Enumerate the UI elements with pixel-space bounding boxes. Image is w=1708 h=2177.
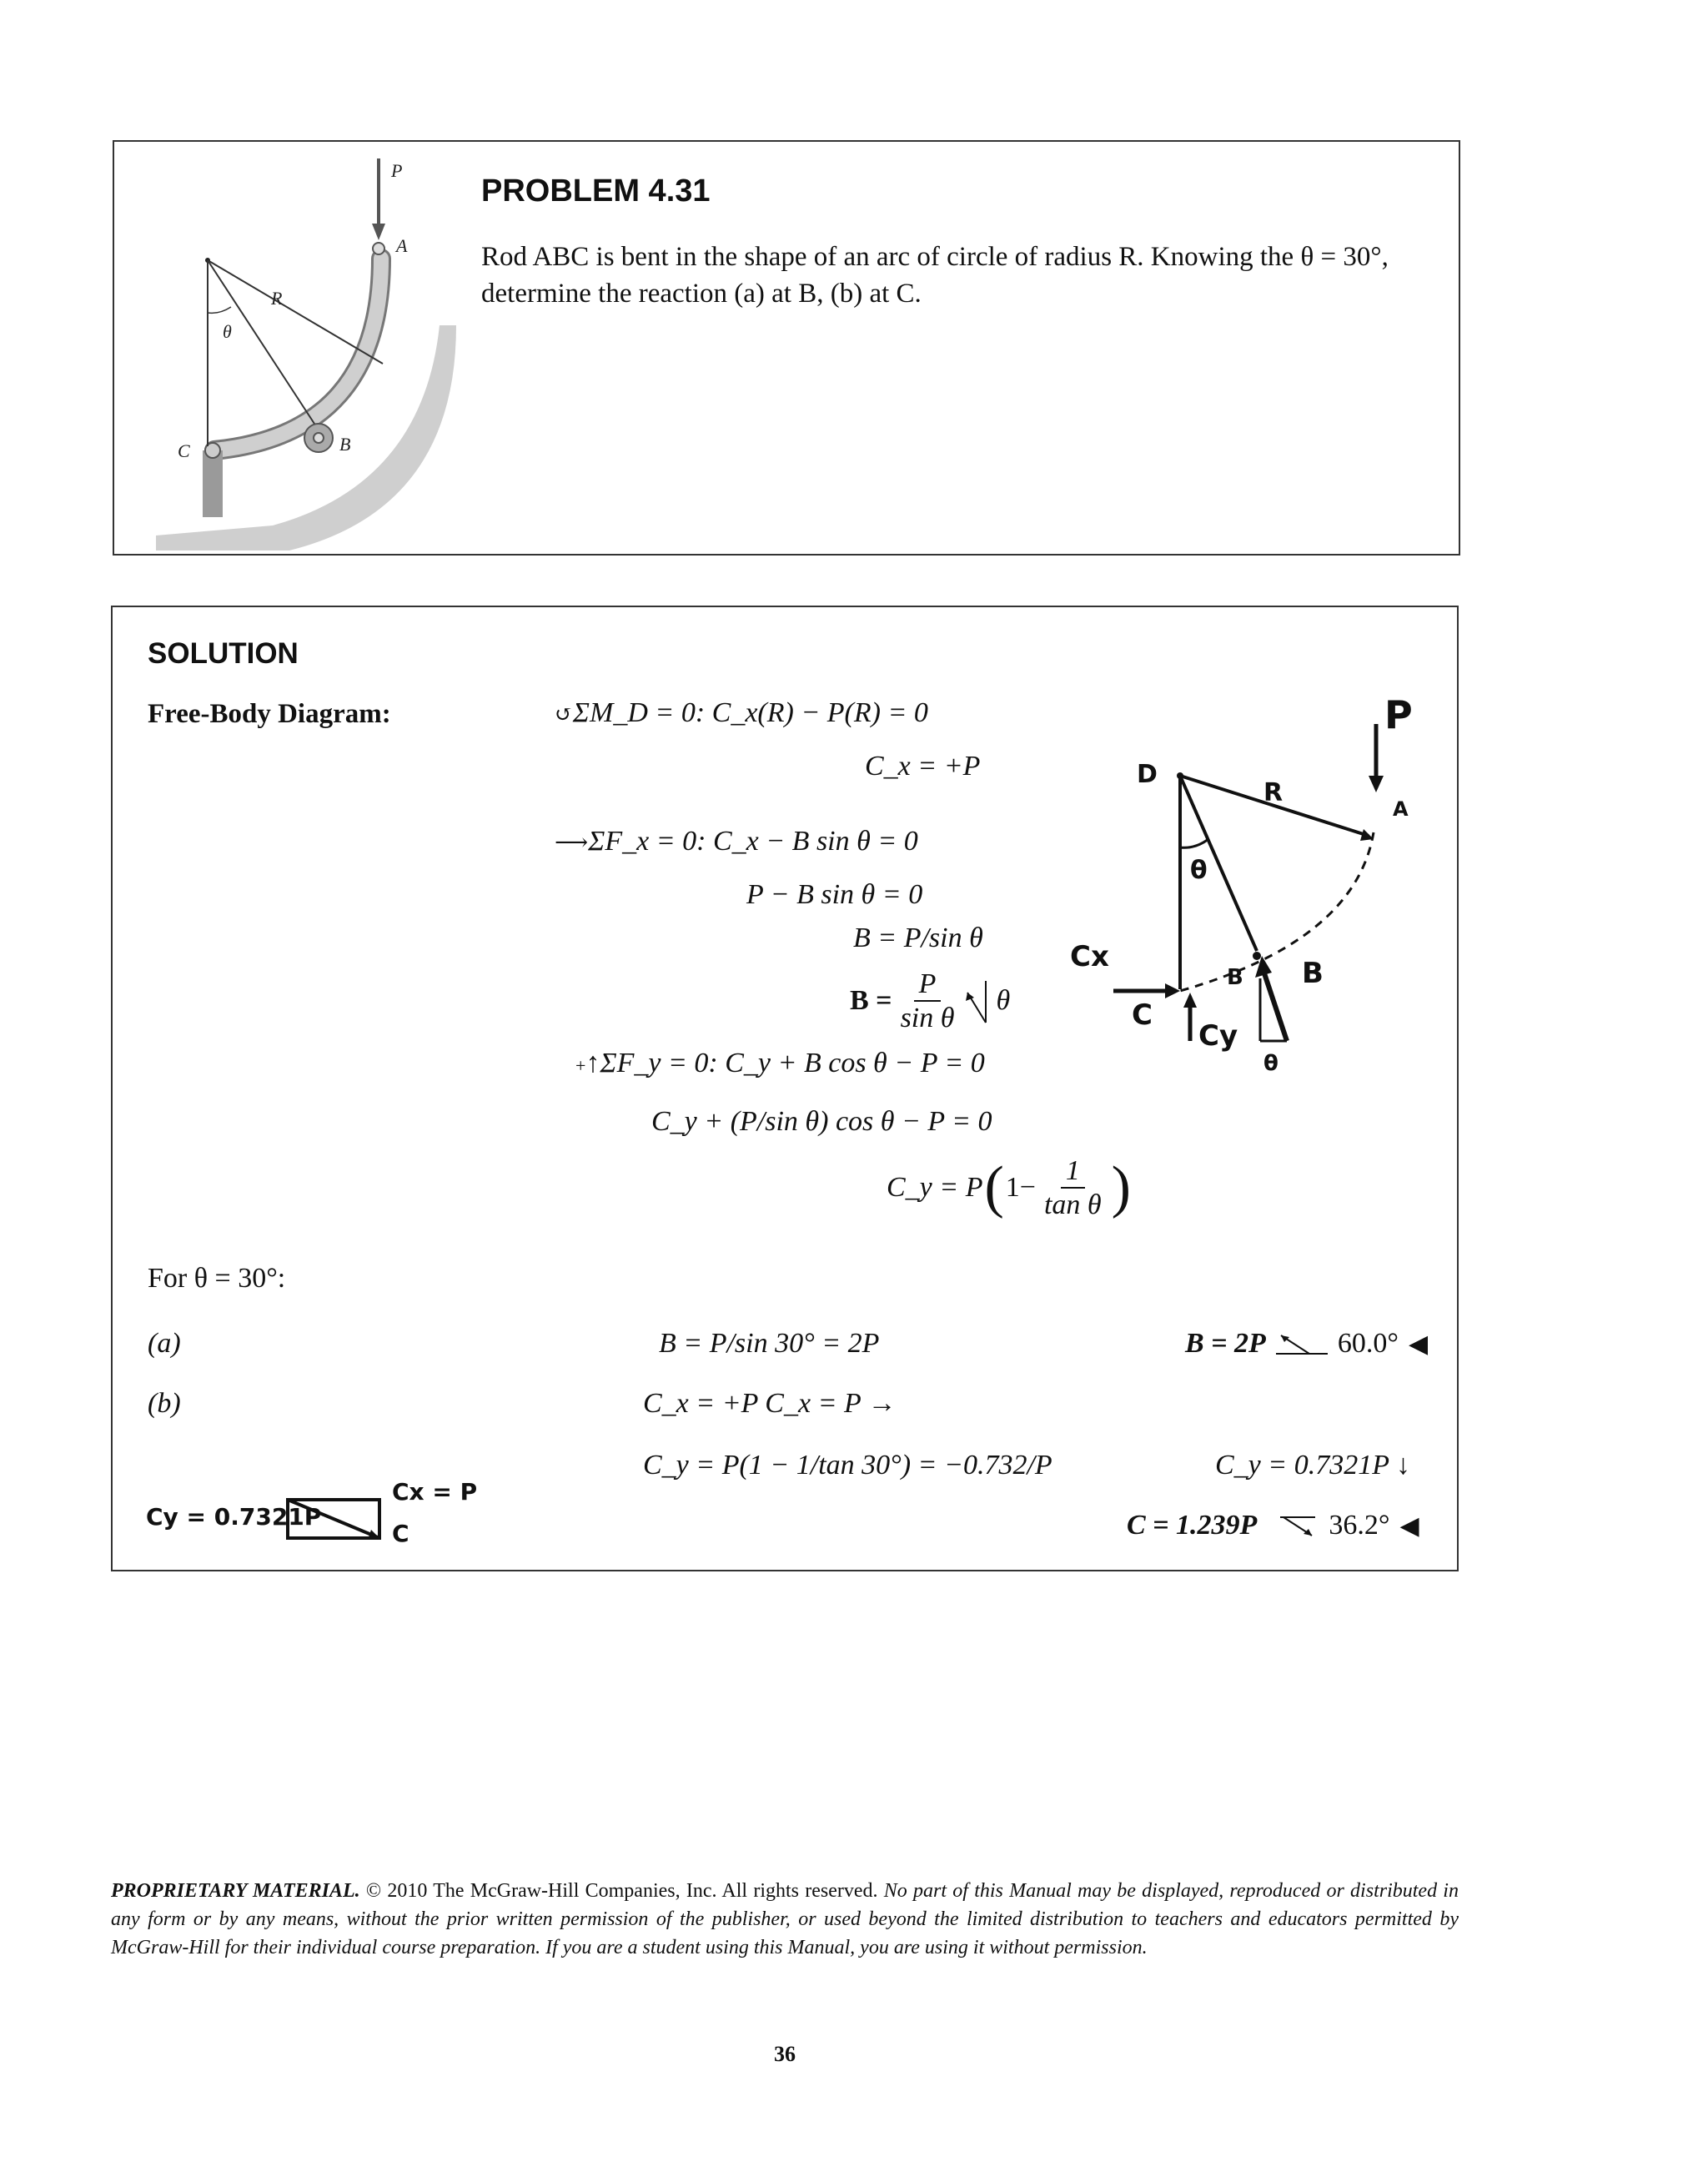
- fig-label-a: A: [396, 235, 408, 256]
- problem-box: [113, 140, 1460, 556]
- footer-bold: PROPRIETARY MATERIAL.: [111, 1880, 360, 1902]
- support-c: [203, 450, 223, 517]
- part-a-answer: B = 2P 60.0° ◀: [1185, 1328, 1429, 1359]
- fig-label-p: P: [391, 160, 403, 181]
- part-a-label: (a): [148, 1328, 181, 1359]
- sketch-label-cy: Cy = 0.7321P: [146, 1503, 322, 1531]
- eq-b-result: B = P/sin θ: [853, 923, 983, 953]
- free-body-diagram-sketch: [1063, 691, 1414, 1074]
- eq-fx-sub: P − B sin θ = 0: [746, 879, 923, 910]
- eq-cy-result: C_y = P ( 1− $\frac{1}{\text{tan θ}}$ ): [887, 1155, 1131, 1221]
- angle-36-icon: [1263, 1512, 1322, 1539]
- sketch-label-c: C: [392, 1520, 409, 1547]
- angle-60-icon: [1273, 1330, 1331, 1357]
- eq-fy-sub: C_y + (P/sin θ) cos θ − P = 0: [651, 1106, 992, 1137]
- fig-label-c: C: [178, 440, 190, 461]
- ccw-sign-icon: ↺: [555, 702, 573, 727]
- fbd-label-b-point: B: [1227, 965, 1243, 990]
- eq-b-vector: B = $\frac{P}{\text{sin θ}}$ θ: [850, 968, 1011, 1034]
- solution-heading: SOLUTION: [148, 637, 299, 670]
- right-arrow-sign-icon: ⟶: [555, 830, 589, 856]
- fbd-label-cy: Cy: [1198, 1019, 1238, 1053]
- fbd-label-cx: Cx: [1070, 940, 1109, 973]
- footer-notice: No part of this Manual may be displayed, reproduced or distributed in any form or by any means, without the prior written permission of the publisher, or used beyond the limited distribution to teachers and educators permitted by McGraw-Hill for their individual course preparation. If you are a student using this Manual, you are using it without permission.: [111, 1880, 1459, 1958]
- page-number: 36: [774, 2042, 796, 2066]
- solution-box: [111, 606, 1459, 1571]
- part-b-label: (b): [148, 1388, 181, 1419]
- part-b-equation1: C_x = +P C_x = P →: [643, 1388, 897, 1419]
- proprietary-footer: [111, 1877, 1459, 1962]
- force-triangle-sketch: [146, 1466, 496, 1558]
- part-b-answer-cy: C_y = 0.7321P ↓: [1215, 1450, 1410, 1481]
- up-arrow-sign-icon: ↑: [585, 1048, 600, 1078]
- problem-title: PROBLEM 4.31: [481, 173, 711, 209]
- part-a-equation: B = P/sin 30° = 2P: [659, 1328, 880, 1359]
- fbd-label-p: P: [1384, 692, 1413, 737]
- part-b-answer-c: C = 1.239P 36.2° ◀: [1127, 1510, 1419, 1541]
- eq-fy-sum: +↑ΣF_y = 0: C_y + B cos θ − P = 0: [575, 1048, 985, 1078]
- fbd-label: Free-Body Diagram:: [148, 699, 391, 729]
- problem-statement-line2: determine the reaction (a) at B, (b) at C.: [481, 279, 922, 309]
- fbd-label-theta: θ: [1190, 856, 1208, 885]
- fbd-label-a: A: [1393, 797, 1409, 821]
- footer-copyright: © 2010 The McGraw-Hill Companies, Inc. All rights reserved.: [359, 1880, 878, 1902]
- sketch-label-cx: Cx = P: [392, 1478, 478, 1506]
- angle-indicator-icon: [962, 976, 996, 1026]
- problem-statement-line1: Rod ABC is bent in the shape of an arc of circle of radius R. Knowing the θ = 30°,: [481, 242, 1389, 272]
- part-b-equation2: C_y = P(1 − 1/tan 30°) = −0.732/P: [643, 1450, 1052, 1481]
- plus-sign: +: [575, 1055, 586, 1076]
- fbd-label-r: R: [1263, 778, 1284, 807]
- fig-label-theta: θ: [223, 321, 232, 342]
- fbd-label-d: D: [1137, 760, 1158, 789]
- for-theta-label: For θ = 30°:: [148, 1263, 286, 1294]
- fbd-label-b-force: B: [1302, 957, 1324, 990]
- fig-label-r: R: [271, 288, 283, 309]
- fbd-label-theta2: θ: [1263, 1051, 1278, 1074]
- eq-fx-sum: ⟶ΣF_x = 0: C_x − B sin θ = 0: [555, 826, 918, 857]
- answer-marker: ◀: [1399, 1511, 1419, 1540]
- problem-figure: [131, 158, 465, 551]
- eq-cx-result: C_x = +P: [865, 751, 981, 782]
- fbd-label-c: C: [1132, 998, 1153, 1032]
- fig-label-b: B: [339, 434, 351, 455]
- answer-marker: ◀: [1408, 1330, 1429, 1358]
- eq-moment-sum: ↺ΣM_D = 0: C_x(R) − P(R) = 0: [555, 697, 928, 728]
